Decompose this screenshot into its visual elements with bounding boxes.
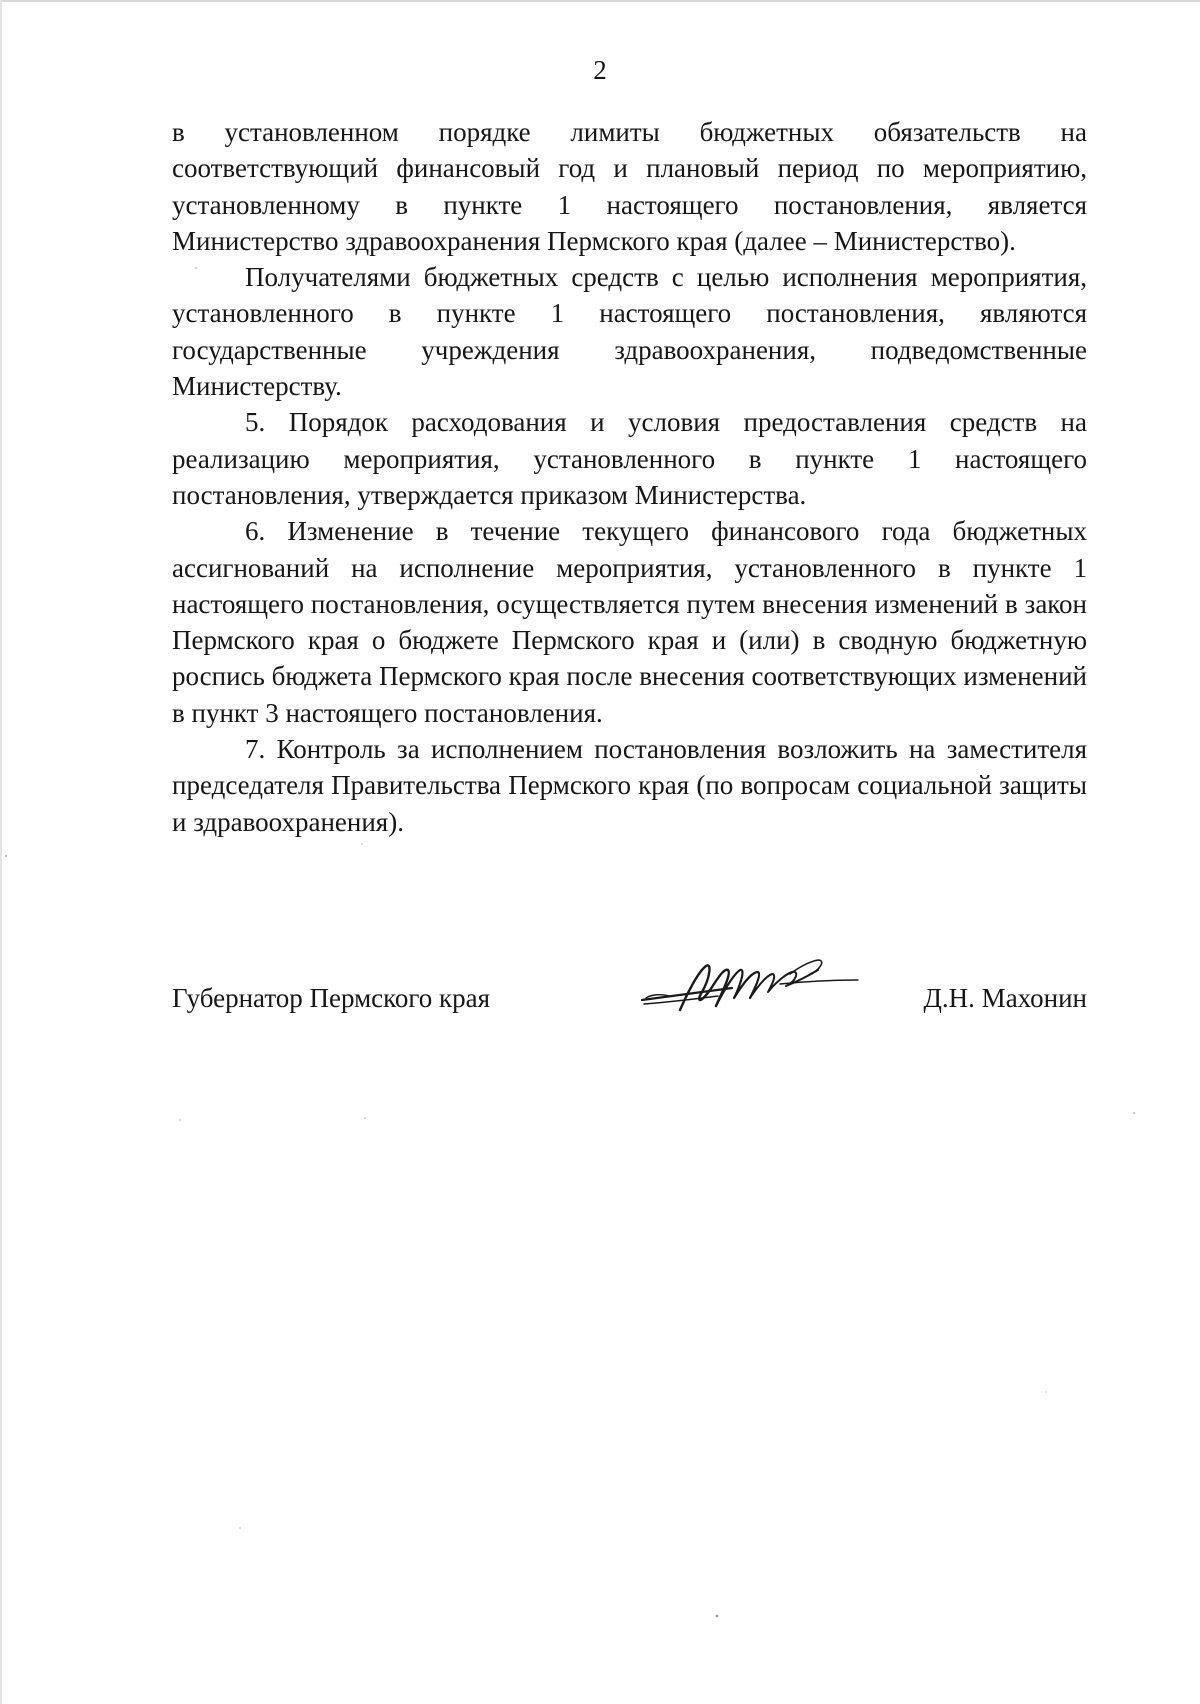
signatory-position: Губернатор Пермского края [172, 983, 491, 1013]
scan-edge-left [0, 0, 2, 1704]
paragraph-item-6: 6. Изменение в течение текущего финансового года бюджетных ассигнований на исполнение мероприятия, установленного в пункте 1 настоящего постановления, осуществляется путем внесения изменений в закон Пермского края о бюджете Пермского края и (или) в сводную бюджетную роспись бюджета Пермского края после внесения соответствующих изменений в пункт 3 настоящего постановления. [172, 516, 1087, 728]
document-body [172, 114, 1087, 840]
signature-strokes [642, 960, 858, 1010]
signatory-name: Д.Н. Махонин [923, 983, 1087, 1013]
scan-edge-top [0, 0, 1200, 2]
page-number: 2 [593, 55, 607, 85]
handwritten-signature [640, 952, 860, 1032]
paragraph-continuation: в установленном порядке лимиты бюджетных обязательств на соответствующий финансовый год и плановый период по мероприятию, установленному в пункте 1 настоящего постановления, является Министерство здравоохранения Пермского края (далее – Министерство). [172, 117, 1087, 256]
paragraph-recipients: Получателями бюджетных средств с целью исполнения мероприятия, установленного в пункте 1 настоящего постановления, являются государственные учреждения здравоохранения, подведомственные Министерству. [172, 262, 1087, 402]
signature-block [172, 976, 1087, 1046]
paragraph-item-5: 5. Порядок расходования и условия предоставления средств на реализацию мероприятия, установленного в пункте 1 настоящего постановления, утверждается приказом Министерства. [172, 407, 1087, 510]
paragraph-item-7: 7. Контроль за исполнением постановления возложить на заместителя председателя Правительства Пермского края (по вопросам социальной защиты и здравоохранения). [172, 734, 1087, 837]
